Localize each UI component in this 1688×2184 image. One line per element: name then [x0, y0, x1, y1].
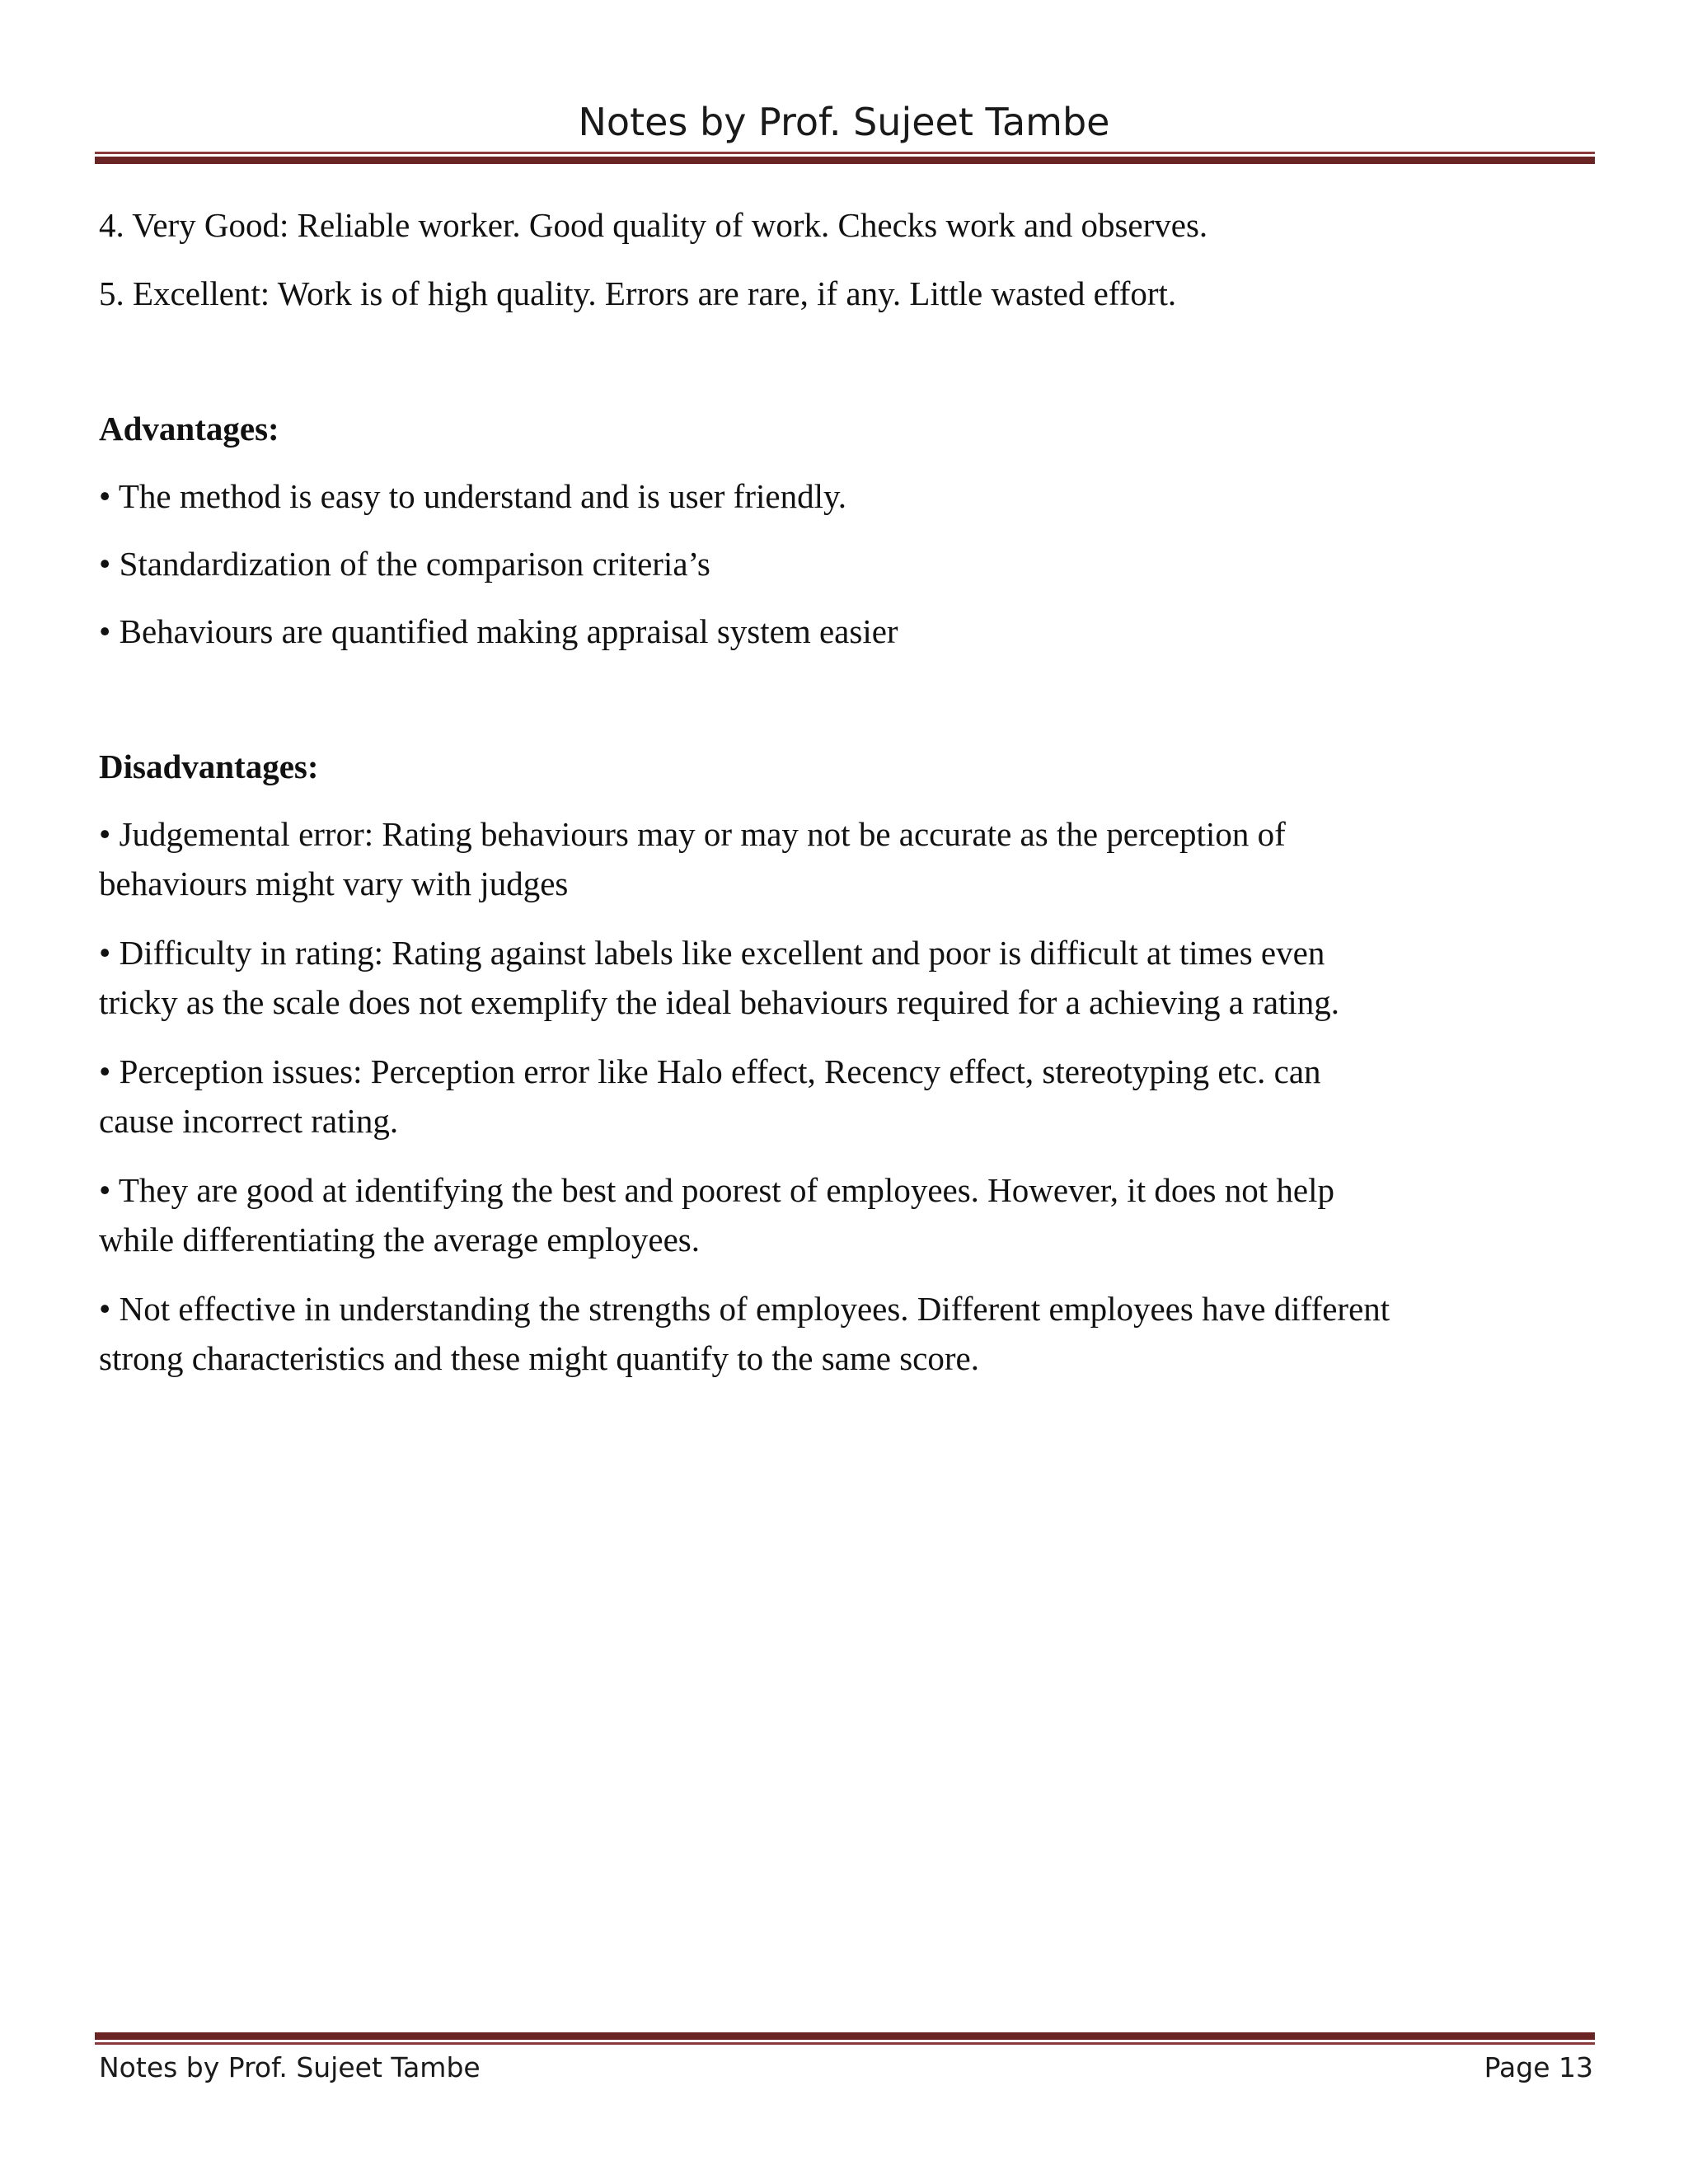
disadvantage-item-line: • They are good at identifying the best and poorest of employees. However, it does not help — [99, 1171, 1334, 1209]
disadvantage-item-line: cause incorrect rating. — [99, 1102, 399, 1140]
page-header-title: Notes by Prof. Sujeet Tambe — [578, 100, 1110, 144]
rating-item-very-good: 4. Very Good: Reliable worker. Good quality of work. Checks work and observes. — [99, 206, 1208, 244]
disadvantages-heading: Disadvantages: — [99, 748, 319, 785]
footer-rule-thick — [95, 2032, 1595, 2040]
advantage-item: • The method is easy to understand and is user friendly. — [99, 477, 847, 515]
advantages-heading: Advantages: — [99, 410, 279, 448]
disadvantage-item-line: • Judgemental error: Rating behaviours may or may not be accurate as the perception of — [99, 815, 1286, 853]
disadvantage-item-line: • Perception issues: Perception error like Halo effect, Recency effect, stereotyping etc. can — [99, 1052, 1321, 1090]
rating-item-excellent: 5. Excellent: Work is of high quality. Errors are rare, if any. Little wasted effort. — [99, 274, 1177, 312]
disadvantage-item-line: behaviours might vary with judges — [99, 865, 569, 902]
header-rule-thin — [95, 152, 1595, 154]
advantage-item: • Standardization of the comparison criteria’s — [99, 545, 710, 583]
footer-rule-thin — [95, 2042, 1595, 2045]
disadvantage-item-line: • Difficulty in rating: Rating against labels like excellent and poor is difficult at times even — [99, 934, 1325, 972]
disadvantage-item-line: tricky as the scale does not exemplify the ideal behaviours required for a achieving a rating. — [99, 983, 1340, 1021]
footer-page-number: Page 13 — [1484, 2051, 1593, 2083]
disadvantage-item-line: while differentiating the average employees. — [99, 1221, 700, 1258]
advantage-item: • Behaviours are quantified making appraisal system easier — [99, 612, 898, 650]
disadvantage-item-line: strong characteristics and these might quantify to the same score. — [99, 1339, 979, 1377]
disadvantage-item-line: • Not effective in understanding the strengths of employees. Different employees have different — [99, 1290, 1390, 1328]
header-rule-thick — [95, 157, 1595, 164]
footer-author: Notes by Prof. Sujeet Tambe — [99, 2051, 481, 2083]
